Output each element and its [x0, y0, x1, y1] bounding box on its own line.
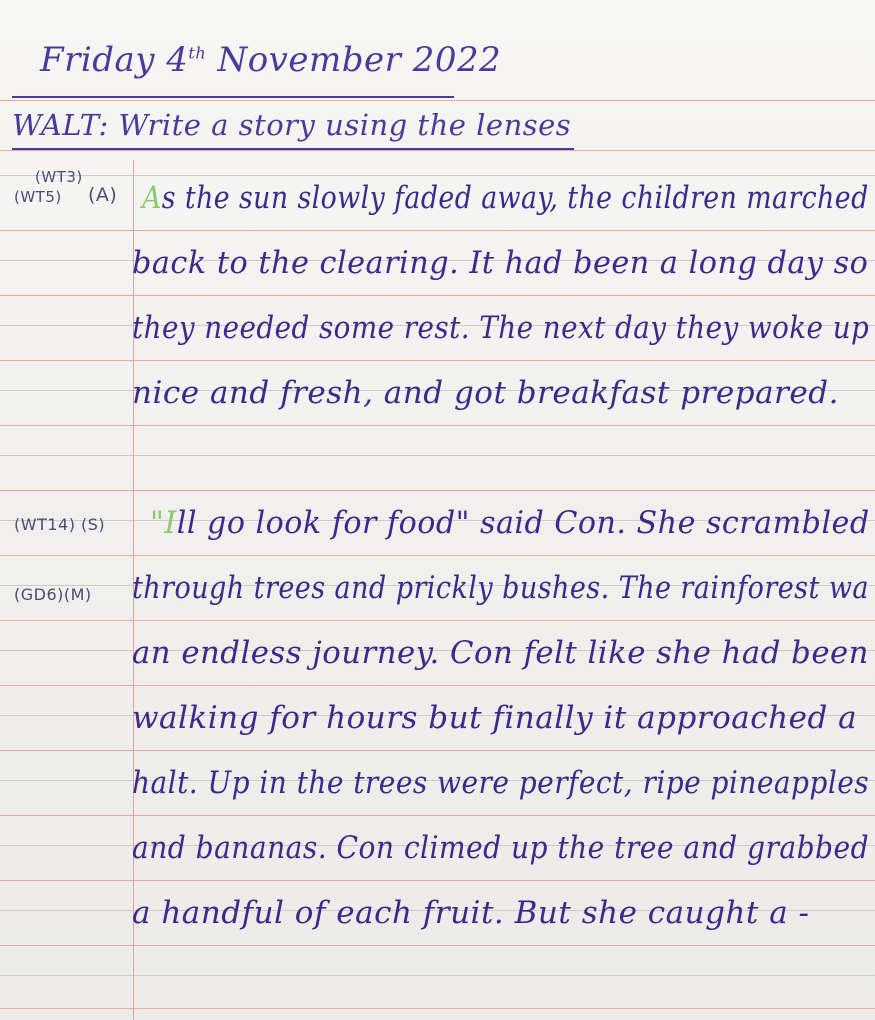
story-line [132, 895, 810, 931]
story-text: back to the clearing. It had been a long day so [132, 245, 869, 281]
ruled-line [0, 455, 875, 456]
date-superscript: th [188, 43, 207, 63]
story-line [132, 635, 869, 671]
ruled-line [0, 555, 875, 556]
margin-code: (GD6)(M) [14, 585, 92, 604]
story-line [132, 310, 869, 346]
ruled-line [0, 750, 875, 751]
ruled-line [0, 685, 875, 686]
date-day: Friday 4 [40, 40, 189, 80]
ruled-line [0, 360, 875, 361]
story-text: an endless journey. Con felt like she had been [132, 635, 869, 671]
story-line [132, 570, 869, 606]
story-line [132, 375, 839, 411]
story-text: and bananas. Con climed up the tree and grabbed [132, 830, 870, 866]
story-text: walking for hours but finally it approached a [132, 700, 858, 736]
capital-letter-mark: "I [150, 505, 177, 541]
ruled-line [0, 620, 875, 621]
ruled-line [0, 815, 875, 816]
ruled-line [0, 100, 875, 101]
capital-letter-mark: A [142, 180, 162, 216]
story-line [150, 505, 870, 541]
date-heading [40, 40, 501, 80]
ruled-line [0, 880, 875, 881]
ruled-line [0, 1008, 875, 1009]
story-text: halt. Up in the trees were perfect, ripe pineapples [132, 765, 870, 801]
walt-underline [12, 148, 574, 150]
story-line [132, 700, 857, 736]
margin-code: (A) [88, 184, 118, 206]
story-text: s the sun slowly faded away, the children marched [161, 180, 869, 216]
ruled-line [0, 230, 875, 231]
walt-heading: WALT: Write a story using the lenses [12, 108, 572, 142]
story-text: ll go look for food" said Con. She scrambled [176, 505, 870, 541]
ruled-line [0, 975, 875, 976]
margin-code: (WT14) (S) [14, 515, 106, 534]
ruled-line [0, 945, 875, 946]
date-month-year: November 2022 [217, 40, 502, 80]
story-line [132, 765, 869, 801]
story-text: through trees and prickly bushes. The rainforest wa [132, 570, 869, 606]
ruled-line [0, 150, 875, 151]
date-underline [12, 96, 454, 98]
story-text: they needed some rest. The next day they woke up [132, 310, 870, 346]
story-line [132, 245, 868, 281]
margin-code: (WT3) [35, 168, 83, 186]
ruled-line [0, 490, 875, 491]
story-line [142, 180, 869, 216]
ruled-line [0, 425, 875, 426]
margin-code: (WT5) [14, 188, 62, 206]
story-line [132, 830, 869, 866]
ruled-line [0, 175, 875, 176]
story-text: nice and fresh, and got breakfast prepared. [132, 375, 839, 411]
story-text: a handful of each fruit. But she caught a - [132, 895, 810, 931]
ruled-line [0, 295, 875, 296]
